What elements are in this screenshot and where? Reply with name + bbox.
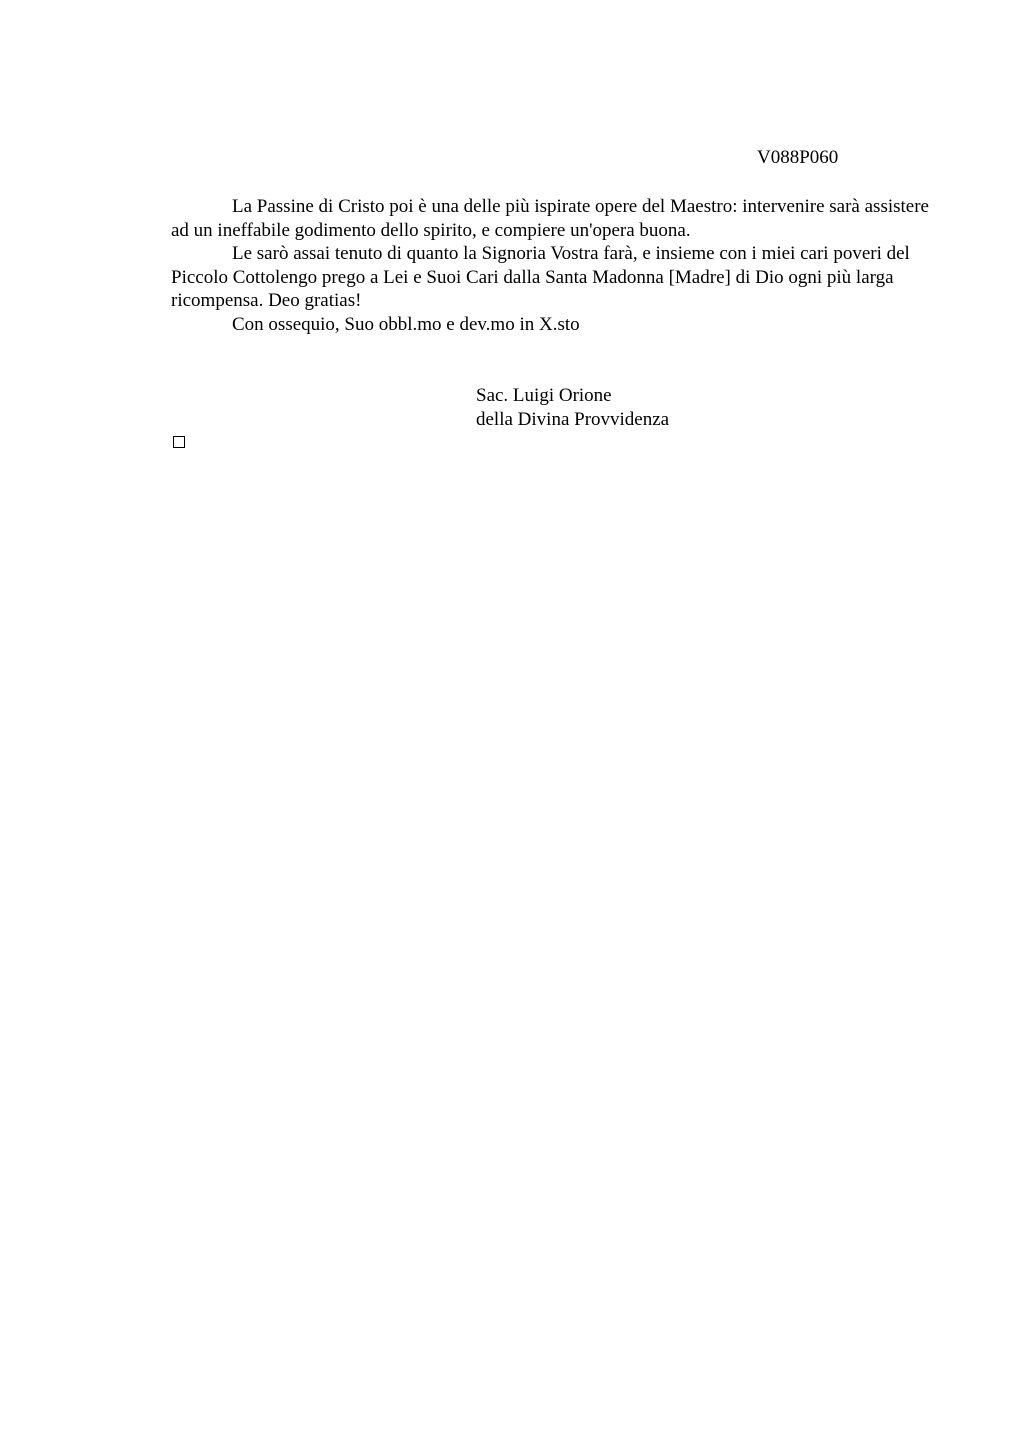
paragraph-2: Le sarò assai tenuto di quanto la Signoria Vostra farà, e insieme con i miei cari poveri del Piccolo Cottolengo prego a Lei e Suoi Cari dalla Santa Madonna [Madre] di Dio ogni più larga ricompensa. Deo gratias! (171, 243, 910, 311)
page-id: V088P060 (757, 147, 839, 168)
signature-name: Sac. Luigi Orione (476, 385, 612, 406)
paragraph-1: La Passine di Cristo poi è una delle più ispirate opere del Maestro: intervenire sarà assistere ad un ineffabile godimento dello spirito, e compiere un'opera buona. (171, 196, 929, 241)
letter-body (171, 195, 931, 336)
empty-square-icon (173, 436, 185, 448)
paragraph-3: Con ossequio, Suo obbl.mo e dev.mo in X.sto (232, 313, 580, 335)
signature-title: della Divina Provvidenza (476, 408, 670, 430)
signature-block (476, 384, 669, 431)
